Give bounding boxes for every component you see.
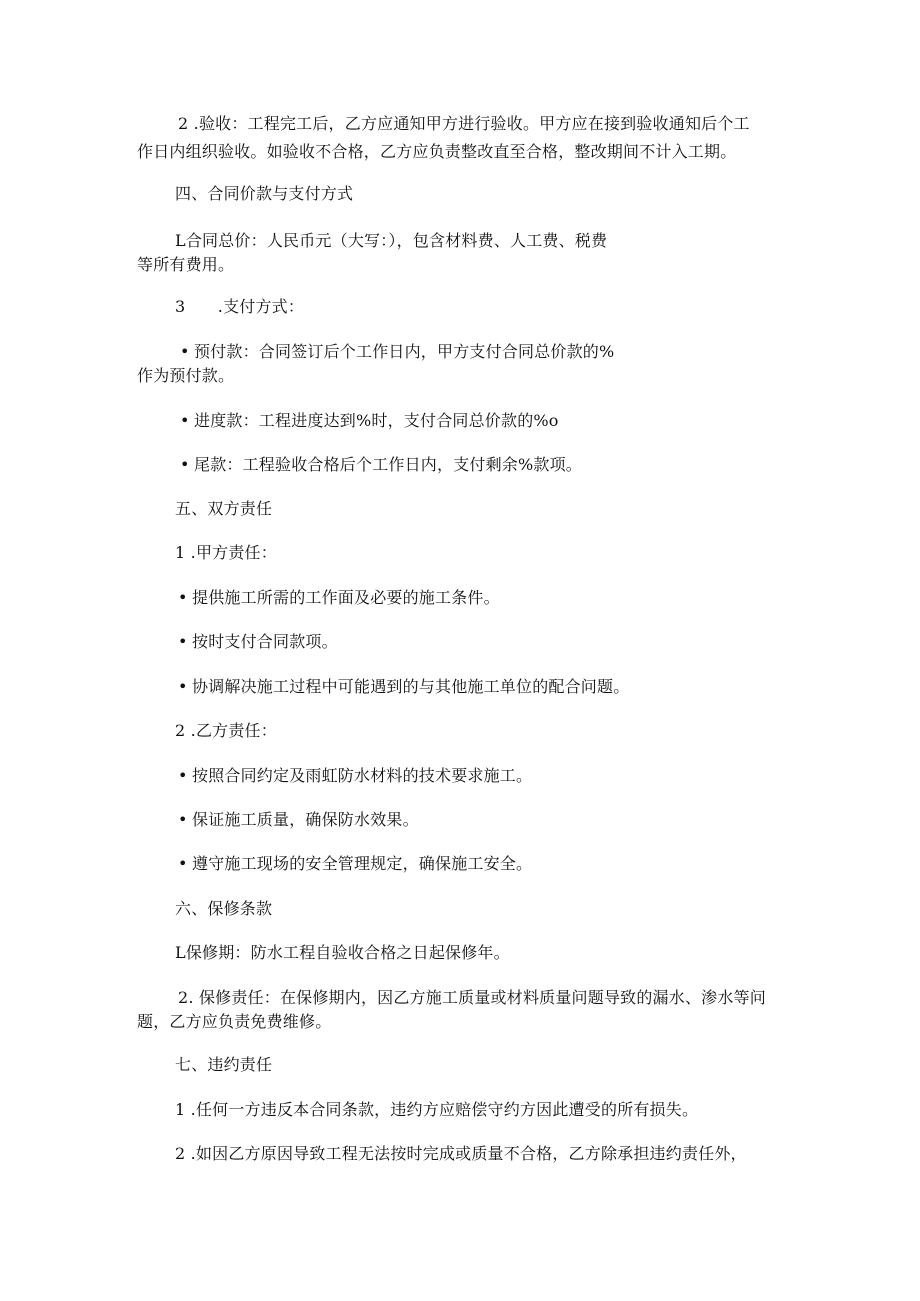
bullet-item-prepayment <box>180 341 614 363</box>
bullet-text: 进度款：工程进度达到%时，支付合同总价款的%o <box>194 411 559 430</box>
clause-party-b-responsibility: 2 .乙方责任： <box>175 721 277 740</box>
clause-payment-method: 3 .支付方式： <box>175 297 305 316</box>
bullet-text: 预付款：合同签订后个工作日内，甲方支付合同总价款的% <box>194 342 615 361</box>
clause-party-a-responsibility: 1 .甲方责任： <box>175 543 277 562</box>
clause-warranty-responsibility-line-2: 题，乙方应负责免费维修。 <box>137 1012 332 1031</box>
bullet-item-pay-on-time <box>178 631 338 653</box>
clause-breach-2: 2 .如因乙方原因导致工程无法按时完成或质量不合格，乙方除承担违约责任外， <box>175 1144 747 1163</box>
bullet-icon: • <box>178 766 188 785</box>
bullet-item-coordination <box>178 676 629 698</box>
bullet-item-prepayment-cont: 作为预付款。 <box>137 366 235 385</box>
clause-acceptance-line-1: 2 .验收：工程完工后，乙方应通知甲方进行验收。甲方应在接到验收通知后个工 <box>178 114 750 133</box>
bullet-item-quality <box>178 809 419 831</box>
bullet-text: 按照合同约定及雨虹防水材料的技术要求施工。 <box>192 766 533 785</box>
bullet-text: 尾款：工程验收合格后个工作日内，支付剩余%款项。 <box>194 455 583 474</box>
clause-breach-1: 1 .任何一方违反本合同条款，违约方应赔偿守约方因此遭受的所有损失。 <box>175 1100 699 1119</box>
bullet-text: 协调解决施工过程中可能遇到的与其他施工单位的配合问题。 <box>192 677 630 696</box>
bullet-text: 遵守施工现场的安全管理规定，确保施工安全。 <box>192 854 533 873</box>
section-heading-responsibilities: 五、双方责任 <box>175 499 273 518</box>
bullet-text: 提供施工所需的工作面及必要的施工条件。 <box>192 588 500 607</box>
bullet-icon: • <box>178 632 188 651</box>
clause-total-price-line-1: L合同总价：人民币元（大写：），包含材料费、人工费、税费 <box>175 231 608 250</box>
section-heading-breach: 七、违约责任 <box>175 1055 273 1074</box>
section-heading-warranty: 六、保修条款 <box>175 899 273 918</box>
bullet-text: 保证施工质量，确保防水效果。 <box>192 810 419 829</box>
bullet-icon: • <box>180 342 190 361</box>
bullet-icon: • <box>180 455 190 474</box>
bullet-icon: • <box>178 677 188 696</box>
clause-total-price-line-2: 等所有费用。 <box>137 255 235 274</box>
section-heading-price: 四、合同价款与支付方式 <box>175 184 354 203</box>
bullet-item-work-surface <box>178 587 500 609</box>
bullet-icon: • <box>178 854 188 873</box>
clause-warranty-period: L保修期：防水工程自验收合格之日起保修年。 <box>175 943 510 962</box>
bullet-icon: • <box>178 588 188 607</box>
bullet-item-safety <box>178 853 532 875</box>
bullet-item-progress-payment <box>180 410 559 432</box>
bullet-item-technical-requirements <box>178 765 532 787</box>
bullet-item-final-payment <box>180 454 582 476</box>
bullet-icon: • <box>178 810 188 829</box>
clause-acceptance-line-2: 作日内组织验收。如验收不合格，乙方应负责整改直至合格，整改期间不计入工期。 <box>137 142 737 161</box>
clause-warranty-responsibility-line-1: 2. 保修责任：在保修期内，因乙方施工质量或材料质量问题导致的漏水、渗水等问 <box>178 988 766 1007</box>
bullet-text: 按时支付合同款项。 <box>192 632 338 651</box>
bullet-icon: • <box>180 411 190 430</box>
